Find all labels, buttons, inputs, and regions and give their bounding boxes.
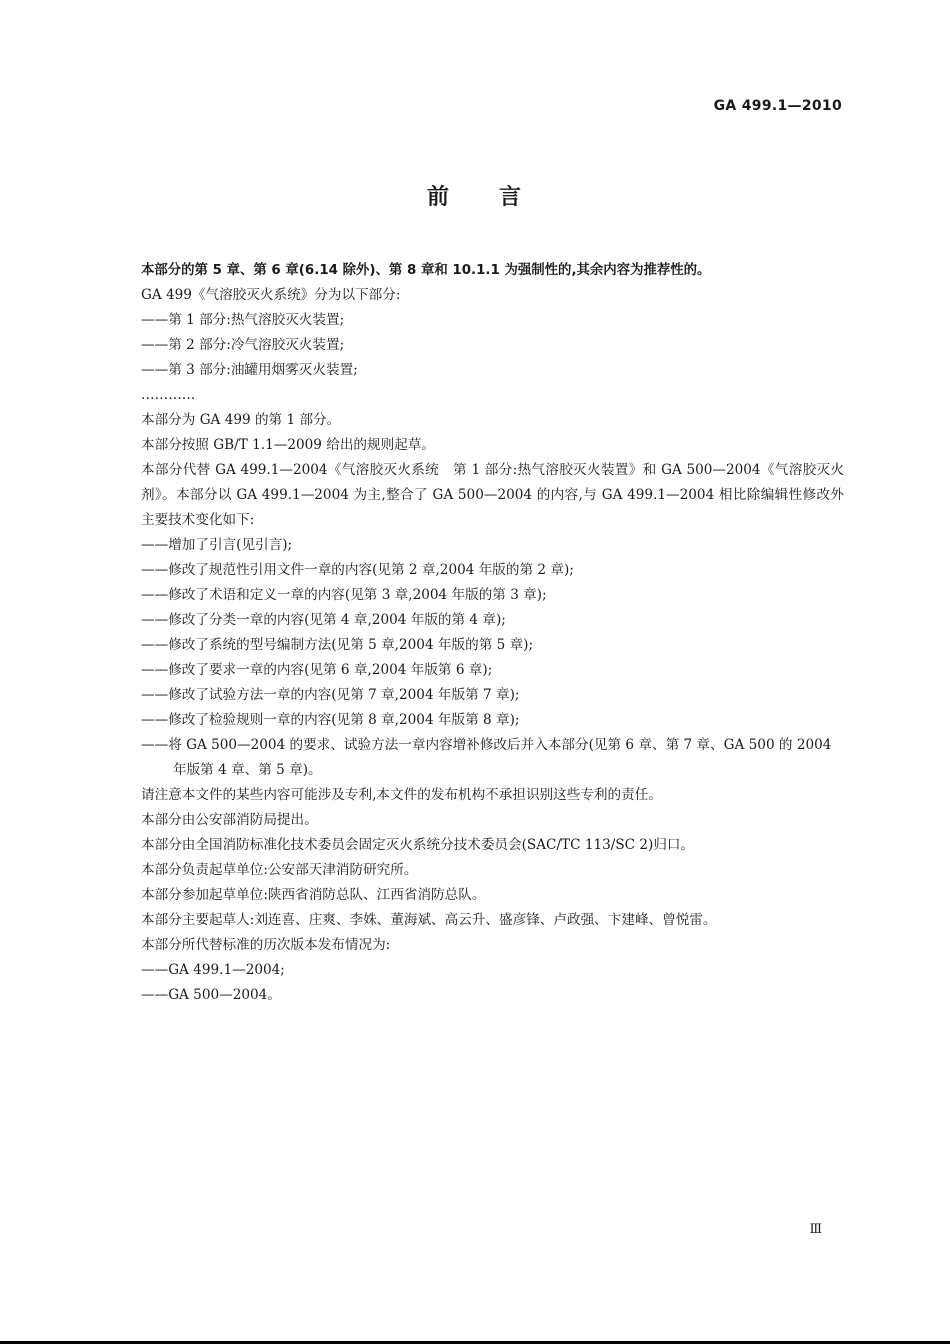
list-item: ——修改了分类一章的内容(见第 4 章,2004 年版的第 4 章); [141, 612, 506, 628]
list-item: ——第 3 部分:油罐用烟雾灭火装置; [141, 362, 358, 378]
patent-notice: 请注意本文件的某些内容可能涉及专利,本文件的发布机构不承担识别这些专利的责任。 [141, 787, 662, 803]
proposer-statement: 本部分由公安部消防局提出。 [141, 812, 318, 828]
list-item: ——第 1 部分:热气溶胶灭火装置; [141, 312, 345, 328]
participating-units-statement: 本部分参加起草单位:陕西省消防总队、江西省消防总队。 [141, 887, 486, 903]
committee-statement: 本部分由全国消防标准化技术委员会固定灭火系统分技术委员会(SAC/TC 113/SC 2)归口。 [141, 837, 695, 853]
page-number: Ⅲ [809, 1222, 822, 1237]
list-item: ——修改了术语和定义一章的内容(见第 3 章,2004 年版的第 3 章); [141, 587, 547, 603]
page-title-char-2: 言 [499, 185, 524, 210]
page-title [0, 180, 950, 211]
foreword-body [107, 258, 844, 1008]
mandatory-clause-statement: 本部分的第 5 章、第 6 章(6.14 除外)、第 8 章和 10.1.1 为强制性的,其余内容为推荐性的。 [141, 263, 711, 278]
list-item: ——GA 499.1—2004; [141, 962, 285, 978]
list-item: ——修改了试验方法一章的内容(见第 7 章,2004 年版第 7 章); [141, 687, 520, 703]
standard-code: GA 499.1—2010 [713, 98, 842, 114]
list-item: ——修改了要求一章的内容(见第 6 章,2004 年版第 6 章); [141, 662, 493, 678]
list-ellipsis: ………… [141, 387, 196, 403]
list-item: ——增加了引言(见引言); [141, 537, 293, 553]
page-title-char-1: 前 [426, 185, 451, 210]
drafters-statement: 本部分主要起草人:刘连喜、庄爽、李姝、董海斌、高云升、盛彦锋、卢政强、卞建峰、曾悦雷。 [141, 912, 717, 928]
list-item: ——第 2 部分:冷气溶胶灭火装置; [141, 337, 345, 353]
drafting-rules-statement: 本部分按照 GB/T 1.1—2009 给出的规则起草。 [141, 437, 435, 453]
list-item: ——修改了系统的型号编制方法(见第 5 章,2004 年版的第 5 章); [141, 637, 534, 653]
series-parts-intro: GA 499《气溶胶灭火系统》分为以下部分: [141, 287, 401, 303]
list-item: ——将 GA 500—2004 的要求、试验方法一章内容增补修改后并入本部分(见第 6 章、第 7 章、GA 500 的 2004 年版第 4 章、第 5 章)。 [141, 737, 832, 778]
replacement-statement: 本部分代替 GA 499.1—2004《气溶胶灭火系统 第 1 部分:热气溶胶灭火装置》和 GA 500—2004《气溶胶灭火剂》。本部分以 GA 499.1—2004 为主,整合了 GA 500—2004 的内容,与 GA 499.1—2004 相比除编辑性修改外主要技术变化如下: [141, 462, 844, 528]
list-item: ——GA 500—2004。 [141, 987, 281, 1003]
part-statement: 本部分为 GA 499 的第 1 部分。 [141, 412, 341, 428]
drafting-unit-statement: 本部分负责起草单位:公安部天津消防研究所。 [141, 862, 418, 878]
list-item: ——修改了检验规则一章的内容(见第 8 章,2004 年版第 8 章); [141, 712, 520, 728]
list-item: ——修改了规范性引用文件一章的内容(见第 2 章,2004 年版的第 2 章); [141, 562, 574, 578]
version-history-intro: 本部分所代替标准的历次版本发布情况为: [141, 937, 391, 953]
